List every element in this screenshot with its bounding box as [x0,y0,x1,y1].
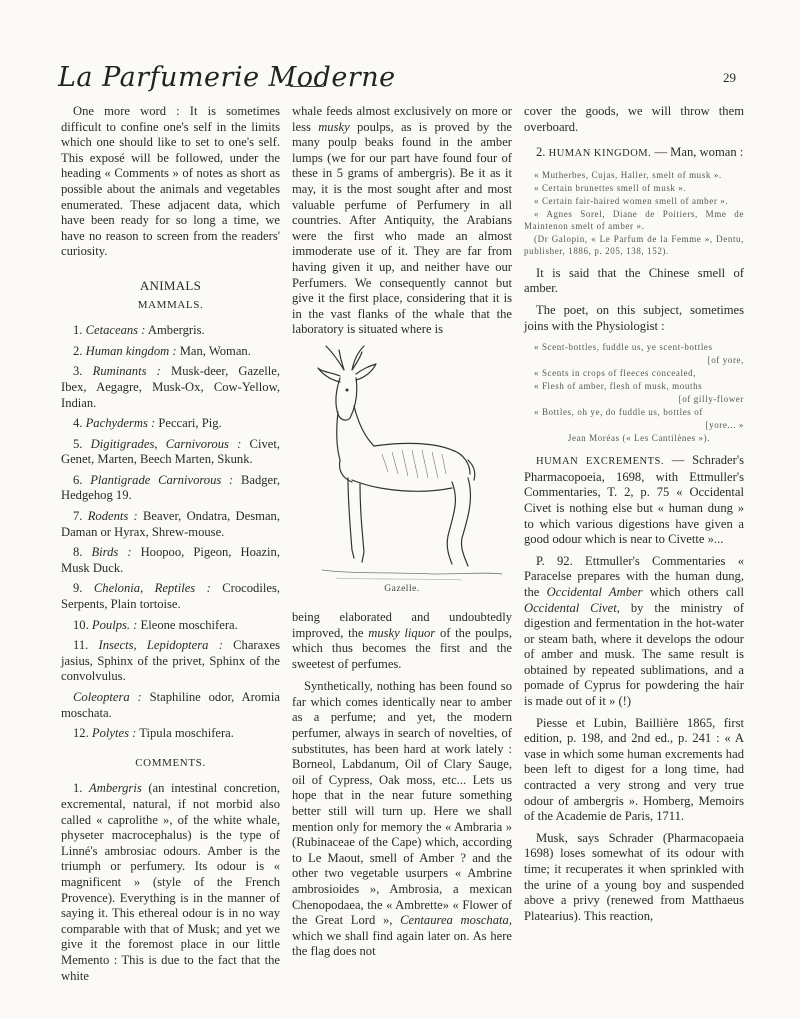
paragraph-human-kingdom: 2. HUMAN KINGDOM. — Man, woman : [536,145,744,160]
list-item: 7. Rodents : Beaver, Ondatra, Desman, Daman or Hyrax, Shrew-mouse. [61,509,280,539]
list-item: 3. Ruminants : Musk-deer, Gazelle, Ibex, Aegagre, Musk-Ox, Cow-Yellow, Indian. [61,364,280,410]
quote-line: [yore... » [705,420,744,431]
list-item: 1. Cetaceans : Ambergris. [73,323,205,338]
section-heading-animals: ANIMALS [139,277,202,293]
list-item: 4. Pachyderms : Peccari, Pig. [73,416,222,431]
gazelle-figure [292,342,512,604]
quote-line: [of gilly-flower [678,394,744,405]
paragraph-piesse-lubin: Piesse et Lubin, Baillière 1865, first edition, p. 198, and 2nd ed., p. 241 : « A vase in which some human excrements had been left to digest for a long time, had contracted a very strong and very true odour of ambergris ». Homberg, Memoirs of the Academie de Paris, 1711. [524,715,744,824]
paragraph-synthetic: Synthetically, nothing has been found so far which comes identically near to amber as a perfume; and yet, the modern perfumer, always in search of novelties, of substitutes, has been hard at work lately : Borneol, Labdanum, Oil of Clary Sauge, oil of Cypress, Oak moss, etc... Lets us hope that in the near future something better still will turn up. Here we shall mention only for memory the « Ambraria » (Rubinaceae of the Cape) which, according to Le Maout, smell of Amber ? and the other two vegetable usurpers « Ambrine ambrosioides », Ambrosia, a mexican Chenopodaea, the « Ambrette» « Flower of the Great Lord », Centaurea moschata, which we shall find again later on. As here the flag does not [292,679,512,959]
column-right [524,104,744,925]
paragraph-musk-schrader: Musk, says Schrader (Pharmacopaeia 1698) loses somewhat of its odour with time; it recuperates it when sprinkled with the urine of a young boy and suspended above a privy (renewed from Matthaeus Platearius). This reaction, [524,830,744,923]
list-item: 5. Digitigrades, Carnivorous : Civet, Genet, Marten, Beech Marten, Skunk. [61,436,280,467]
quote-line: « Flesh of amber, flesh of musk, mouths [534,381,703,392]
page-number: 29 [723,70,736,85]
list-item: 6. Plantigrade Carnivorous : Badger, Hedgehog 19. [61,472,280,503]
quote-line: « Agnes Sorel, Diane de Poitiers, Mme de Maintenon smelt of amber ». [524,208,744,231]
quote-line: [of yore, [707,355,744,366]
quote-line: « Certain brunettes smell of musk ». [534,182,687,193]
intro-paragraph: One more word : It is sometimes difficult to confine one's self in the limits which one should like to set to one's self. This exposé will be followed, under the heading « Comments » of notes as short as possible about the animals and vegetables enumerated. These adjacent data, which have been ready for so long a time, we have no reason to screen from the readers' curiosity. [61,104,280,259]
animal-classification-list [61,323,280,742]
list-item: Coleoptera : Staphiline odor, Aromia moschata. [61,690,280,720]
subheading-comments: COMMENTS. [135,756,206,769]
quote-block-poem [524,341,744,444]
list-item: 9. Chelonia, Reptiles : Crocodiles, Serpents, Plain tortoise. [61,581,280,612]
paragraph-chinese: It is said that the Chinese smell of amber. [524,265,744,296]
list-item: 10. Poulps. : Eleone moschifera. [73,617,238,632]
quote-block-smell [524,169,744,257]
figure-caption: Gazelle. [384,584,420,595]
column-middle [292,104,512,961]
paragraph-whale: whale feeds almost exclusively on more or less musky poulps, as is proved by the many poulp beaks found in the amber lumps (we for our part have found four of these in 5 grams of ambergris). Be it as it may, it is the most sought after and most valuable perfume of Perfumery in all countries. After Antiquity, the Arabians were the first who made an almost immoderate use of it. They are far from having given it up, and neither have our Perfumers. We consequently cannot but give it the first place, considering that it is in the vast flanks of the whale that the laboratory is situated where is [292,104,512,337]
quote-line: « Bottles, oh ye, do fuddle us, bottles of [534,407,703,418]
quote-citation: Jean Moréas (« Les Cantilènes »). [567,433,711,444]
subheading-mammals: MAMMALS. [137,298,204,311]
paragraph-musky-liquor: being elaborated and undoubtedly improved, the musky liquor of the poulps, which thus becomes the first and the sweetest of perfumes. [292,609,512,671]
paragraph-human-excrements: HUMAN EXCREMENTS. — Schrader's Pharmacopoeia, 1698, with Ettmuller's Commentaries, T. 2, p. 75 « Occidental Civet is nothing else but « human dung » to which various digestions have given a good odour which is near to Civette »... [524,453,745,547]
column-left [61,104,280,985]
comment-ambergris: 1. Ambergris (an intestinal concretion, excremental, natural, if not morbid also called « caprolithe », of the white whale, physeter macrocephalus) is the type of Linné's ambrosiac odours. Amber is the triumph or perfumery. Its odour is « magnificent » (style of the French Provence). Everything is in the manner of saying it. This ethereal odour is in no way comparable with that of Musk; and yet we give it the foremost place in our little Memento : This is due to the fact that the white [61,781,281,983]
paragraph-poet: The poet, on this subject, sometimes joins with the Physiologist : [524,302,744,333]
gazelle-illustration [292,342,512,592]
quote-line: « Certain fair-haired women smell of amber ». [534,195,729,206]
list-item: 11. Insects, Lepidoptera : Charaxes jasius, Sphinx of the privet, Sphinx of the convolvulus. [61,638,280,684]
paragraph-overboard: cover the goods, we will throw them overboard. [524,104,744,134]
quote-line: « Scents in crops of fleeces concealed, [534,368,697,379]
list-item: 12. Polytes : Tipula moschifera. [73,726,234,741]
paragraph-paracelse: P. 92. Ettmuller's Commentaries « Paracelse prepares with the human dung, the Occidental Amber which others call Occidental Civet, by the ministry of digestion and fermentation in the hot-water or steam bath, where it develops the odour of amber and musk. The same result is obtained by repeated sublimations, and a pomade of Cyprus for powdering the hair is made out of it » (!) [524,553,745,709]
masthead-title: La Parfumerie Moderne [58,62,396,93]
quote-line: « Scent-bottles, fuddle us, ye scent-bottles [534,342,713,353]
quote-line: « Mutherbes, Cujas, Haller, smelt of musk ». [534,169,722,180]
quote-citation: (Dr Galopin, « Le Parfum de la Femme », Dentu, publisher, 1886, p. 205, 138, 152). [524,233,744,256]
list-item: 2. Human kingdom : Man, Woman. [73,343,251,358]
list-item: 8. Birds : Hoopoo, Pigeon, Hoazin, Musk Duck. [61,545,280,575]
masthead-rule [290,86,324,87]
